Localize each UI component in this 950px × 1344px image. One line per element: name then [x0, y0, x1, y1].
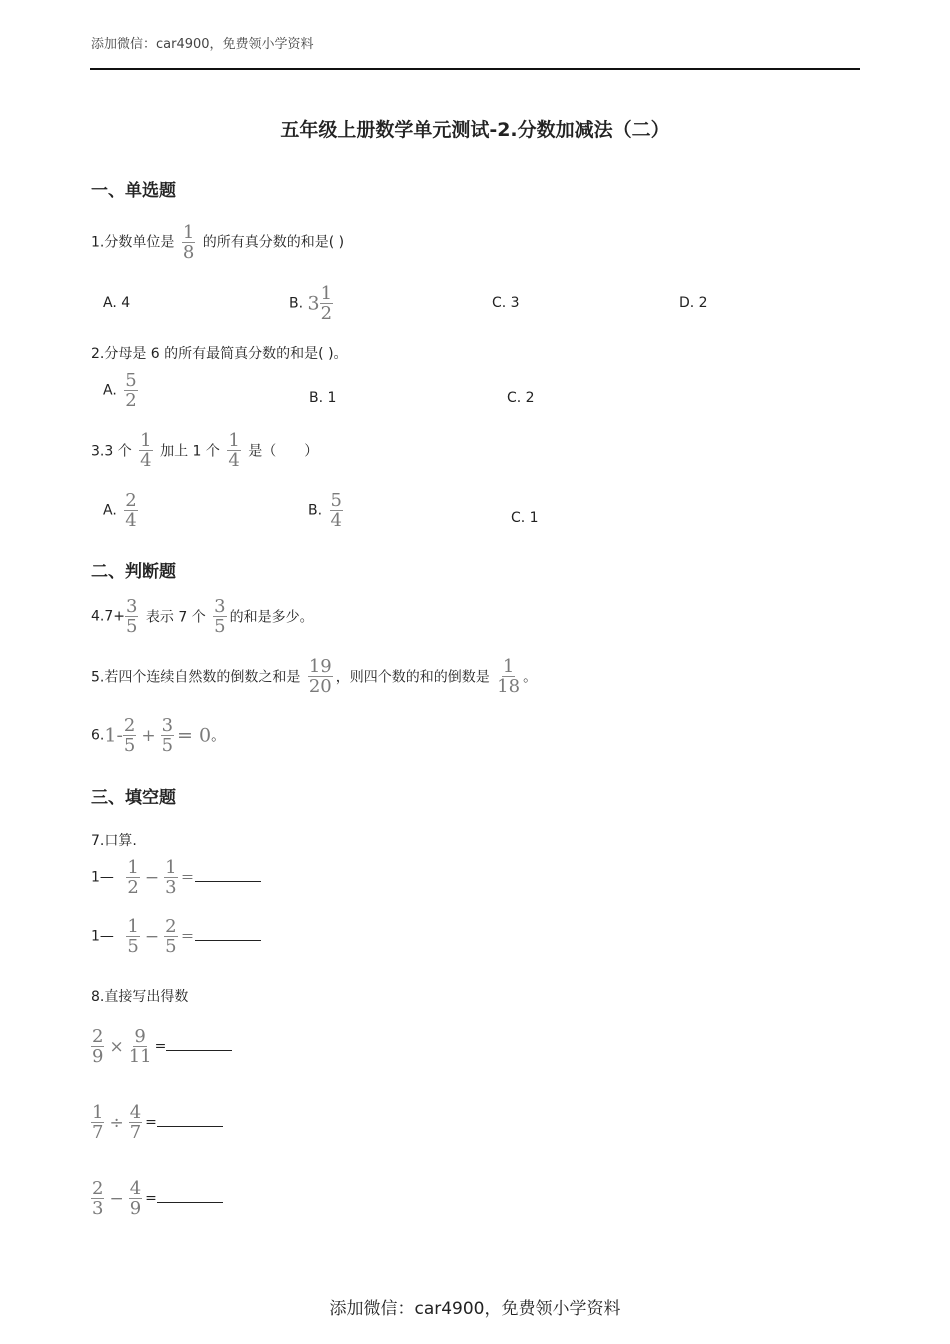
q2-option-c[interactable]: C. 2 — [507, 390, 535, 406]
q1-prefix: 1.分数单位是 — [91, 234, 175, 251]
q8-line-2: $\frac{1}{7}$ ÷ $\frac{4}{7}$ = — [91, 1104, 223, 1141]
question-7: 7.口算. — [91, 833, 137, 849]
q1-suffix: 的所有真分数的和是( ) — [202, 234, 345, 251]
q3-option-b[interactable]: B. $\frac{5}{4}$ — [308, 490, 342, 531]
answer-blank[interactable] — [195, 867, 261, 882]
answer-blank[interactable] — [166, 1036, 232, 1051]
question-5: 5.若四个连续自然数的倒数之和是 $\frac{19}{20}$ ，则四个数的和的倒数是 $\frac{1}{18}$ 。 — [91, 656, 538, 697]
q3-option-c[interactable]: C. 1 — [511, 510, 539, 526]
q8-line-3: $\frac{2}{3}$ − $\frac{4}{9}$ = — [91, 1180, 223, 1217]
question-3: 3.3 个 $\frac{1}{4}$ 加上 1 个 $\frac{1}{4}$ 是（ ） — [91, 430, 319, 471]
q1-option-a[interactable]: A. 4 — [103, 295, 131, 311]
q2-option-a[interactable]: A. $\frac{5}{2}$ — [103, 370, 137, 411]
header-rule — [90, 68, 860, 70]
q7-line-2: 1— $\frac{1}{5}$ − $\frac{2}{5}$ ＝ — [91, 918, 261, 955]
q2-option-b[interactable]: B. 1 — [309, 390, 337, 406]
question-6: 6.1- $\frac{2}{5}$ + $\frac{3}{5}$ = 0。 — [91, 715, 226, 756]
q3-option-a[interactable]: A. $\frac{2}{4}$ — [103, 490, 137, 531]
page-title: 五年级上册数学单元测试-2.分数加减法（二） — [280, 119, 670, 141]
page-header: 添加微信：car4900，免费领小学资料 — [91, 37, 314, 52]
question-8: 8.直接写出得数 — [91, 989, 189, 1005]
answer-blank[interactable] — [157, 1188, 223, 1203]
question-4: 4.7+ $\frac{3}{5}$ 表示 7 个 $\frac{3}{5}$ 的和是多少。 — [91, 596, 314, 637]
q1-option-d[interactable]: D. 2 — [679, 295, 708, 311]
q1-option-b[interactable]: B. 3 $\frac{1}{2}$ — [289, 283, 333, 324]
section-heading-true-false: 二、判断题 — [91, 562, 176, 582]
section-heading-fill-blank: 三、填空题 — [91, 788, 176, 808]
section-heading-single-choice: 一、单选题 — [91, 181, 176, 201]
question-2: 2.分母是 6 的所有最简真分数的和是( )。 — [91, 346, 348, 362]
page-footer: 添加微信：car4900，免费领小学资料 — [329, 1299, 621, 1319]
question-1 — [91, 224, 344, 261]
q7-line-1: 1— $\frac{1}{2}$ − $\frac{1}{3}$ ＝ — [91, 859, 261, 896]
answer-blank[interactable] — [195, 926, 261, 941]
answer-blank[interactable] — [157, 1112, 223, 1127]
q1-fraction: $\frac{1}{8}$ — [182, 222, 195, 263]
q8-line-1: $\frac{2}{9}$ × $\frac{9}{11}$ = — [91, 1028, 232, 1065]
q1-option-c[interactable]: C. 3 — [492, 295, 520, 311]
